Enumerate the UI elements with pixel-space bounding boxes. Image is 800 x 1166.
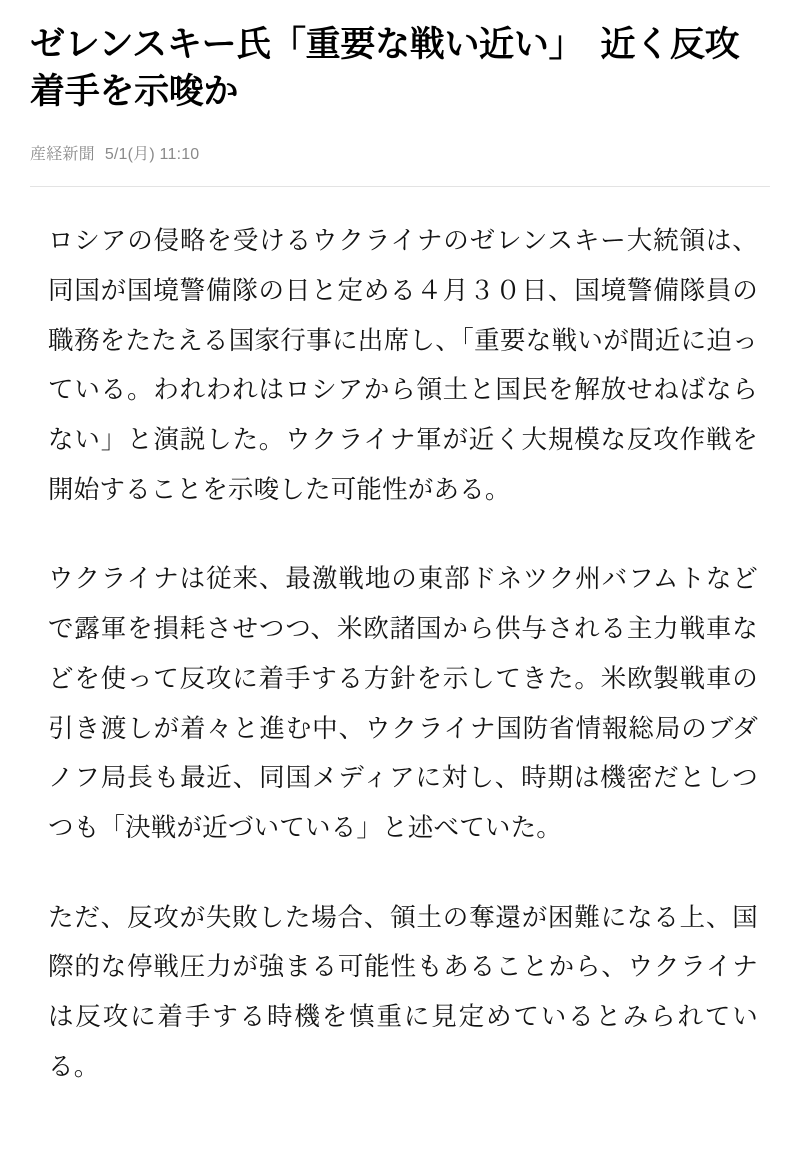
article-source[interactable]: 産経新聞 xyxy=(30,146,95,164)
article-paragraph: ウクライナは従来、最激戦地の東部ドネツク州バフムトなどで露軍を損耗させつつ、米欧諸国から供与される主力戦車などを使って反攻に着手する方針を示してきた。米欧製戦車の引き渡しが着々と進む中、ウクライナ国防省情報総局のブダノフ局長も最近、同国メディアに対し、時期は機密だとしつつも「決戦が近づいている」と述べていた。 xyxy=(48,565,758,842)
article-body xyxy=(30,217,770,1093)
article-timestamp: 5/1(月) 11:10 xyxy=(104,146,200,164)
article-paragraph: ロシアの侵略を受けるウクライナのゼレンスキー大統領は、同国が国境警備隊の日と定める４月３０日、国境警備隊員の職務をたたえる国家行事に出席し、「重要な戦いが間近に迫っている。われわれはロシアから領土と国民を解放せねばならない」と演説した。ウクライナ軍が近く大規模な反攻作戦を開始することを示唆した可能性がある。 xyxy=(48,227,758,504)
article-meta xyxy=(30,141,770,164)
page-title: ゼレンスキー氏「重要な戦い近い」 近く反攻着手を示唆か xyxy=(30,25,740,111)
meta-divider xyxy=(30,186,770,187)
article-paragraph: ただ、反攻が失敗した場合、領土の奪還が困難になる上、国際的な停戦圧力が強まる可能性もあることから、ウクライナは反攻に着手する時機を慎重に見定めているとみられている。 xyxy=(48,903,758,1081)
